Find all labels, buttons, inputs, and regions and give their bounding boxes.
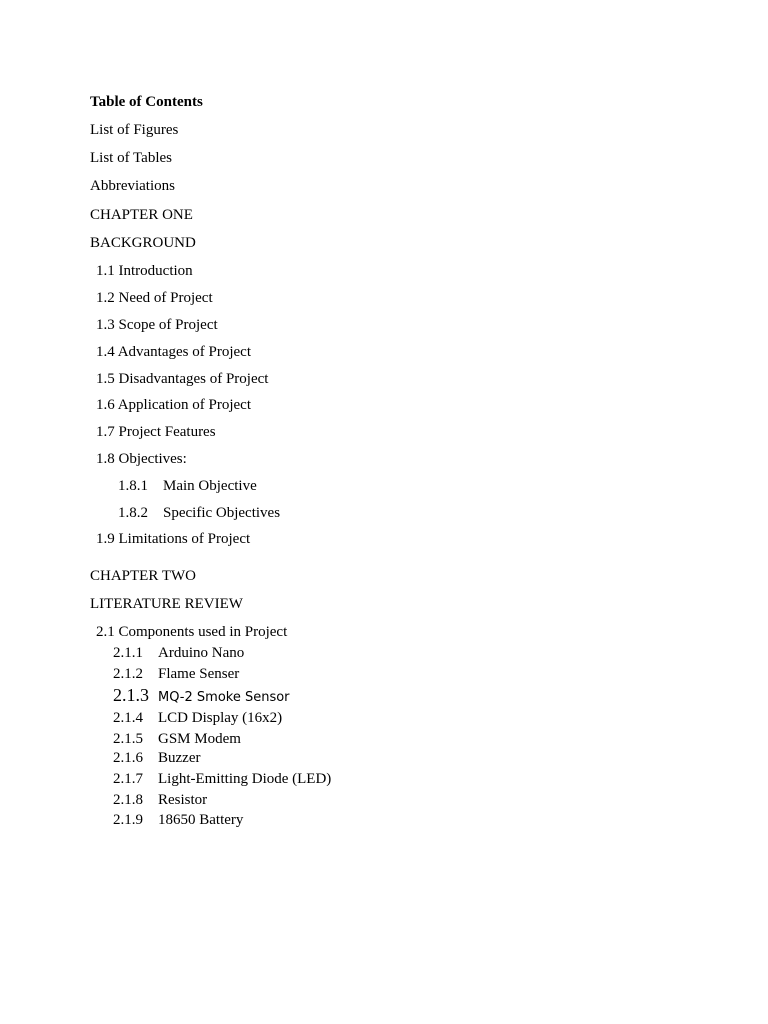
toc-subentry-text: MQ-2 Smoke Sensor <box>158 690 290 705</box>
toc-entry <box>96 396 251 414</box>
toc-subentry-number: 1.8.2 <box>118 505 148 521</box>
toc-entry <box>96 262 193 280</box>
toc-entry <box>96 289 213 307</box>
toc-subentry-text: Resistor <box>158 792 208 808</box>
toc-entry <box>96 530 250 548</box>
toc-entry <box>96 450 187 468</box>
toc-subentry-number: 2.1.6 <box>113 750 143 766</box>
toc-entry-list-of-tables: List of Tables <box>90 150 172 166</box>
toc-entry <box>96 423 216 441</box>
toc-entry <box>96 370 268 388</box>
chapter-one-label: CHAPTER ONE <box>90 207 193 223</box>
toc-subentry <box>113 730 241 748</box>
toc-entry-text: Scope of Project <box>118 317 218 333</box>
toc-subentry-number: 2.1.2 <box>113 666 143 682</box>
toc-entry-abbreviations: Abbreviations <box>90 178 175 194</box>
toc-subentry-text: Arduino Nano <box>158 645 245 661</box>
chapter-one-name: BACKGROUND <box>90 235 196 251</box>
toc-entry-text: Project Features <box>118 424 216 440</box>
toc-title: Table of Contents <box>90 94 203 110</box>
toc-subentry-number: 2.1.5 <box>113 731 143 747</box>
toc-entry-number: 1.9 <box>96 531 115 547</box>
toc-subentry-text: Main Objective <box>163 478 257 494</box>
toc-subentry <box>118 477 257 495</box>
toc-subentry <box>113 665 239 683</box>
toc-entry-number: 1.5 <box>96 371 115 387</box>
toc-entry-text: Need of Project <box>118 290 213 306</box>
toc-entry-number: 1.8 <box>96 451 115 467</box>
toc-entry <box>96 623 287 641</box>
toc-subentry-text: GSM Modem <box>158 731 241 747</box>
toc-entry-text: Advantages of Project <box>117 344 251 360</box>
toc-entry-text: Disadvantages of Project <box>118 371 269 387</box>
toc-entry-text: Application of Project <box>117 397 251 413</box>
toc-entry-text: Limitations of Project <box>118 531 251 547</box>
toc-subentry <box>113 811 243 829</box>
toc-entry-number: 2.1 <box>96 624 115 640</box>
toc-subentry-text: Buzzer <box>158 750 201 766</box>
toc-subentry-text: Specific Objectives <box>163 505 281 521</box>
toc-subentry-number: 2.1.1 <box>113 645 143 661</box>
toc-subentry-number: 1.8.1 <box>118 478 148 494</box>
chapter-two-name: LITERATURE REVIEW <box>90 596 243 612</box>
toc-entry-list-of-figures: List of Figures <box>90 122 179 138</box>
toc-entry-text: Objectives: <box>118 451 187 467</box>
toc-entry-number: 1.4 <box>96 344 115 360</box>
toc-entry-number: 1.1 <box>96 263 115 279</box>
toc-subentry <box>118 504 280 522</box>
toc-entry-text: Components used in Project <box>118 624 288 640</box>
chapter-two-label: CHAPTER TWO <box>90 568 196 584</box>
toc-subentry <box>113 644 244 662</box>
toc-entry-number: 1.2 <box>96 290 115 306</box>
toc-subentry <box>113 709 282 727</box>
toc-subentry-text: 18650 Battery <box>158 812 244 828</box>
toc-entry <box>96 343 251 361</box>
toc-subentry-number: 2.1.4 <box>113 710 143 726</box>
toc-subentry <box>113 791 207 809</box>
toc-subentry-text: Flame Senser <box>158 666 240 682</box>
toc-subentry <box>113 770 331 788</box>
toc-subentry-number: 2.1.3 <box>113 685 149 705</box>
toc-subentry-text: LCD Display (16x2) <box>158 710 283 726</box>
toc-subentry-number: 2.1.9 <box>113 812 143 828</box>
toc-entry-text: Introduction <box>118 263 193 279</box>
toc-subentry-number: 2.1.8 <box>113 792 143 808</box>
toc-entry-number: 1.3 <box>96 317 115 333</box>
toc-entry-number: 1.6 <box>96 397 115 413</box>
toc-subentry <box>113 686 290 707</box>
toc-entry <box>96 316 218 334</box>
toc-entry-number: 1.7 <box>96 424 115 440</box>
toc-subentry <box>113 749 200 767</box>
toc-subentry-text: Light-Emitting Diode (LED) <box>158 771 332 787</box>
toc-subentry-number: 2.1.7 <box>113 771 143 787</box>
